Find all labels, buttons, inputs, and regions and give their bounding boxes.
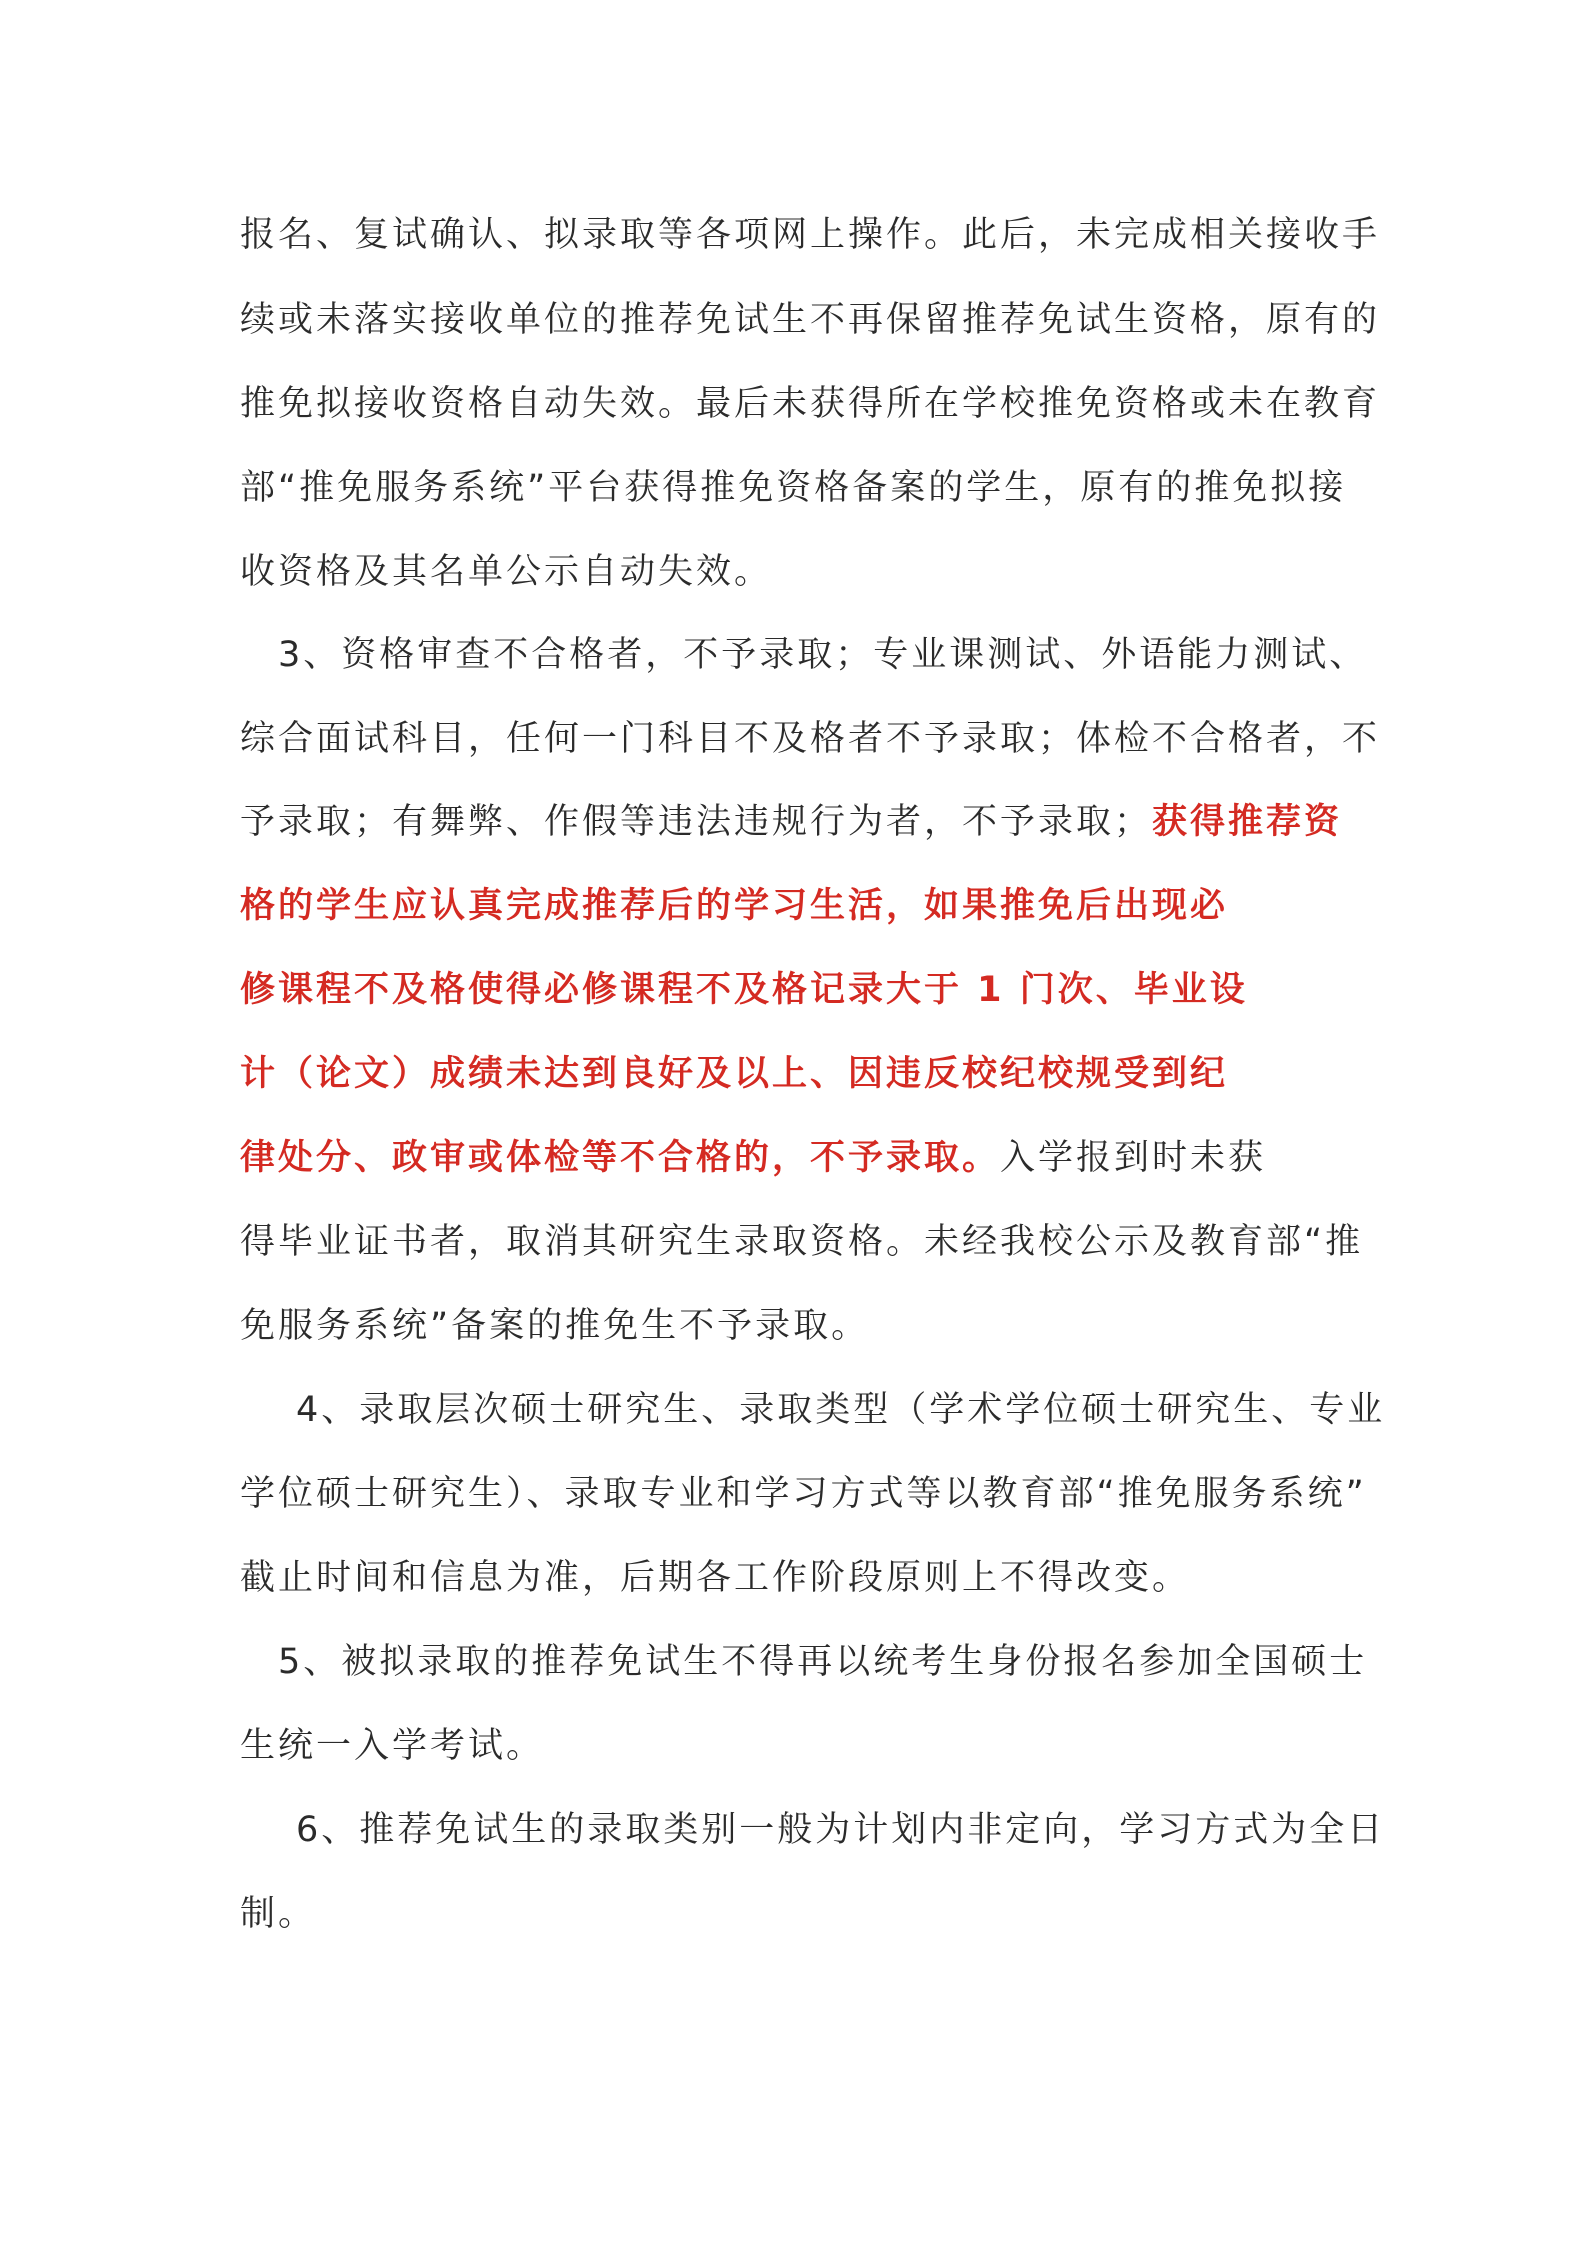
text-line <box>240 876 1228 936</box>
text-line <box>278 1632 1367 1692</box>
highlighted-text: 计（论文）成绩未达到良好及以上、因违反校纪校规受到纪 <box>240 1054 1229 1094</box>
text-line <box>240 792 1342 852</box>
text-line <box>296 1800 1385 1860</box>
text-line <box>240 1548 1190 1608</box>
body-text: 4、录取层次硕士研究生、录取类型（学术学位硕士研究生、专业 <box>296 1390 1386 1430</box>
text-line <box>240 374 1380 434</box>
text-line <box>240 458 1346 518</box>
highlighted-text: 修课程不及格使得必修课程不及格记录大于 1 门次、毕业设 <box>240 970 1248 1010</box>
body-text: 6、推荐免试生的录取类别一般为计划内非定向，学习方式为全日 <box>296 1810 1386 1850</box>
text-line <box>240 1212 1363 1272</box>
highlighted-text: 格的学生应认真完成推荐后的学习生活，如果推免后出现必 <box>240 886 1229 926</box>
text-line <box>296 1380 1385 1440</box>
body-text: 免服务系统”备案的推免生不予录取。 <box>240 1306 870 1346</box>
body-text: 学位硕士研究生）、录取专业和学习方式等以教育部“推免服务系统” <box>240 1474 1367 1514</box>
text-line <box>240 1128 1266 1188</box>
body-text: 收资格及其名单公示自动失效。 <box>240 552 773 592</box>
body-text: 推免拟接收资格自动失效。最后未获得所在学校推免资格或未在教育 <box>240 384 1381 424</box>
body-text: 续或未落实接收单位的推荐免试生不再保留推荐免试生资格，原有的 <box>240 300 1381 340</box>
body-text: 综合面试科目，任何一门科目不及格者不予录取；体检不合格者，不 <box>240 719 1381 759</box>
text-line <box>240 542 772 602</box>
text-line <box>240 960 1248 1020</box>
body-text: 制。 <box>240 1894 317 1934</box>
body-text: 截止时间和信息为准，后期各工作阶段原则上不得改变。 <box>240 1558 1191 1598</box>
body-text: 5、被拟录取的推荐免试生不得再以统考生身份报名参加全国硕士 <box>278 1642 1368 1682</box>
text-line <box>240 1044 1228 1104</box>
text-line <box>240 709 1380 769</box>
text-line <box>278 625 1367 685</box>
body-text: 部“推免服务系统”平台获得推免资格备案的学生，原有的推免拟接 <box>240 468 1347 508</box>
text-line <box>240 1296 869 1356</box>
text-line <box>240 1716 544 1776</box>
highlighted-text: 获得推荐资 <box>1152 802 1343 842</box>
text-line <box>240 1884 316 1944</box>
body-text: 入学报到时未获 <box>1000 1138 1267 1178</box>
text-line <box>240 1464 1367 1524</box>
text-line <box>240 290 1380 350</box>
body-text: 3、资格审查不合格者，不予录取；专业课测试、外语能力测试、 <box>278 635 1368 675</box>
body-text: 得毕业证书者，取消其研究生录取资格。未经我校公示及教育部“推 <box>240 1222 1364 1262</box>
highlighted-text: 律处分、政审或体检等不合格的，不予录取。 <box>240 1138 1001 1178</box>
body-text: 生统一入学考试。 <box>240 1726 545 1766</box>
body-text: 报名、复试确认、拟录取等各项网上操作。此后，未完成相关接收手 <box>240 215 1381 255</box>
body-text: 予录取；有舞弊、作假等违法违规行为者，不予录取； <box>240 802 1153 842</box>
text-line <box>240 205 1380 265</box>
